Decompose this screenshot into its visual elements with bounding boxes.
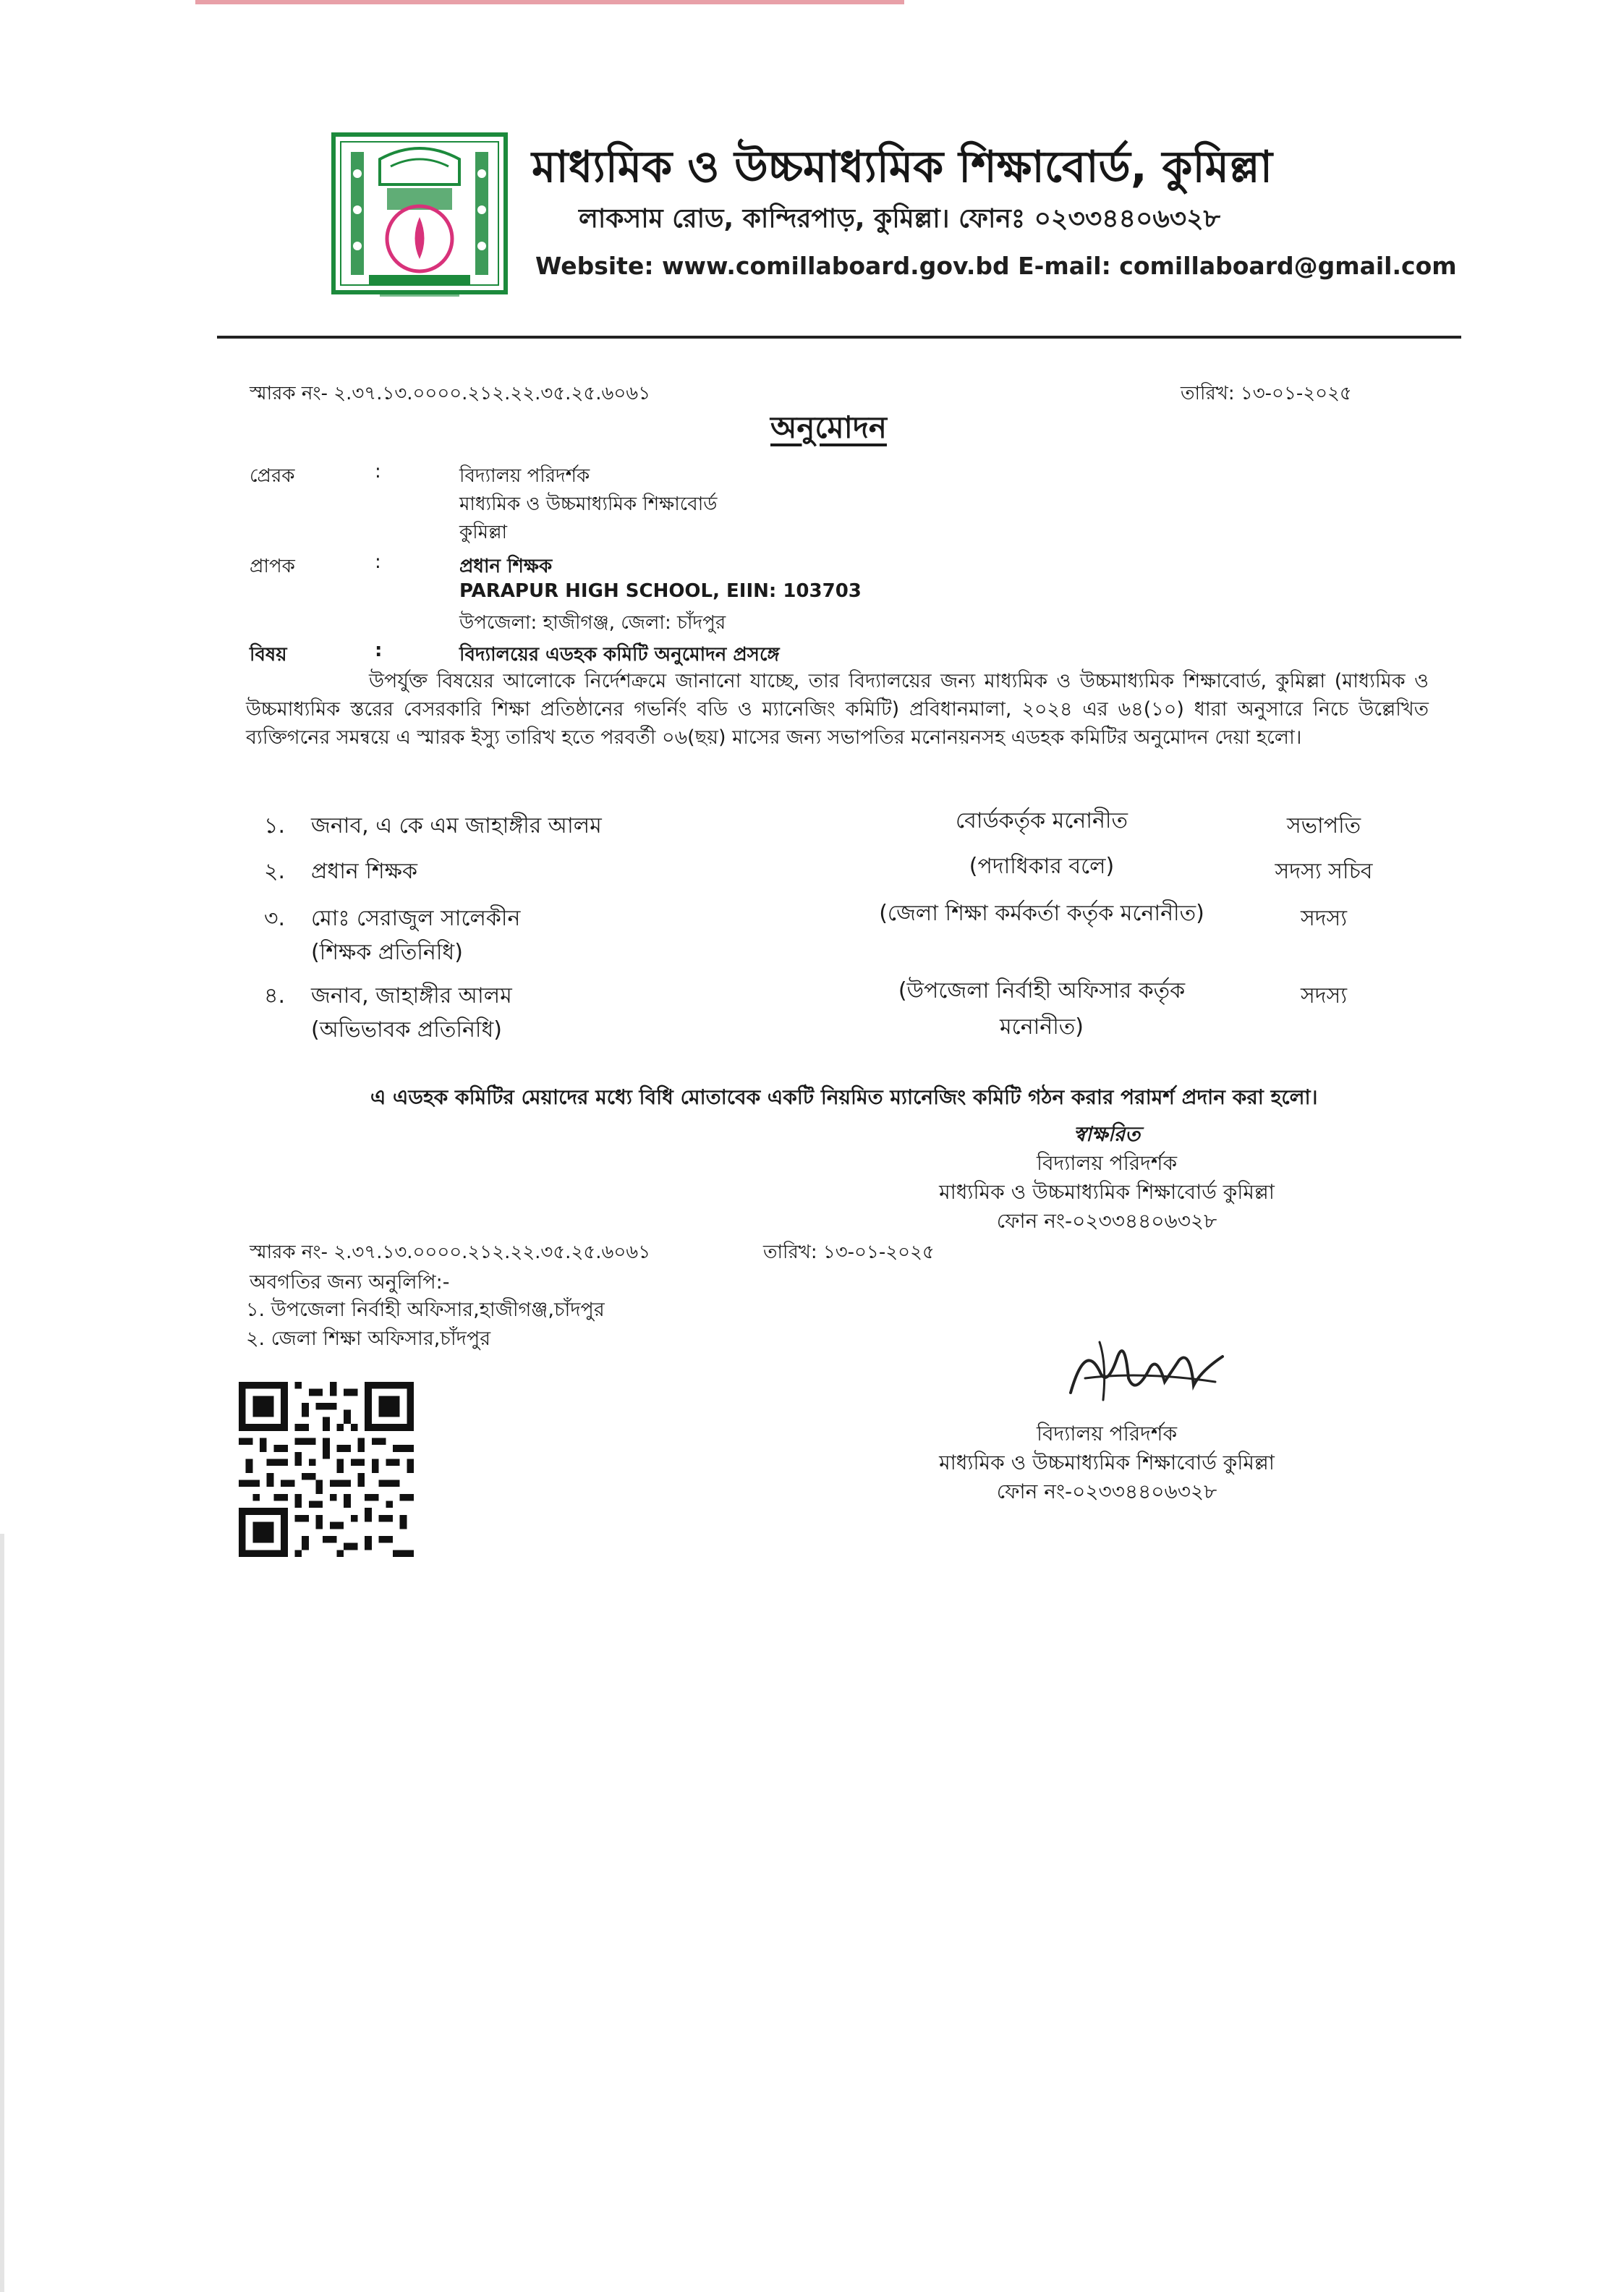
member-4-name: জনাব, জাহাঙ্গীর আলম [311, 983, 512, 1009]
document-title: অনুমোদন [770, 409, 887, 445]
sender-line-3: কুমিল্লা [459, 522, 508, 543]
copy-item-1: ১. উপজেলা নির্বাহী অফিসার,হাজীগঞ্জ,চাঁদপুর [246, 1299, 605, 1321]
receiver-colon: : [375, 551, 381, 573]
sender-label: প্রেরক [250, 465, 295, 487]
member-1-name: জনাব, এ কে এম জাহাঙ্গীর আলম [311, 813, 602, 839]
header-divider [217, 336, 1461, 339]
member-2-role: সদস্য সচিব [1275, 859, 1373, 884]
subject-text: বিদ্যালয়ের এডহক কমিটি অনুমোদন প্রসঙ্গে [459, 644, 780, 666]
sender-line-1: বিদ্যালয় পরিদর্শক [459, 465, 590, 487]
member-1-role: সভাপতি [1286, 813, 1361, 839]
member-3-representation: (শিক্ষক প্রতিনিধি) [311, 940, 463, 965]
signer-phone-bottom: ফোন নং-০২৩৩৪৪০৬৩২৮ [996, 1480, 1217, 1503]
sender-line-2: মাধ্যমিক ও উচ্চমাধ্যমিক শিক্ষাবোর্ড [459, 493, 718, 515]
subject-colon: : [375, 640, 383, 661]
board-name: মাধ্যমিক ও উচ্চমাধ্যমিক শিক্ষাবোর্ড, কুমিল্লা [532, 142, 1273, 192]
member-2-number: ২. [264, 859, 286, 884]
body-paragraph: উপর্যুক্ত বিষয়ের আলোকে নির্দেশক্রমে জানানো যাচ্ছে, তার বিদ্যালয়ের জন্য মাধ্যমিক ও উচ্চমাধ্যমিক শিক্ষাবোর্ড, কুমিল্লা (মাধ্যমিক ও উচ্চমাধ্যমিক স্তরের বেসরকারি শিক্ষা প্রতিষ্ঠানের গভর্নিং বডি ও ম্যানেজিং কমিটি) প্রবিধানমালা, ২০২৪ এর ৬৪(১০) ধারা অনুসারে নিচে উল্লেখিত ব্যক্তিগনের সমন্বয়ে এ স্মারক ইস্যু তারিখ হতে পরবর্তী ০৬(ছয়) মাসের জন্য সভাপতির মনোনয়নসহ এডহক কমিটির অনুমোদন দেয়া হলো। [246, 670, 1429, 749]
member-4-role: সদস্য [1300, 983, 1348, 1009]
member-1-nominated-by: বোর্ডকর্তৃক মনোনীত [956, 808, 1128, 833]
memo-date-copy: তারিখ: ১৩-০১-২০২৫ [763, 1242, 935, 1263]
board-website-email: Website: www.comillaboard.gov.bd E-mail: comillaboard@gmail.com [535, 252, 1457, 280]
receiver-line-1: প্রধান শিক্ষক [459, 556, 553, 577]
signer-office: মাধ্যমিক ও উচ্চমাধ্যমিক শিক্ষাবোর্ড কুমিল্লা [939, 1180, 1275, 1204]
member-4-representation: (অভিভাবক প্রতিনিধি) [311, 1017, 502, 1043]
signed-word: স্বাক্ষরিত [1073, 1122, 1141, 1146]
handwritten-signature-icon [1056, 1328, 1237, 1414]
receiver-line-2: PARAPUR HIGH SCHOOL, EIIN: 103703 [459, 580, 862, 602]
board-address: লাকসাম রোড, কান্দিরপাড়, কুমিল্লা। ফোনঃ ০২৩৩৪৪০৬৩২৮ [579, 204, 1220, 234]
signature-block-bottom [781, 1419, 1432, 1506]
copy-item-2: ২. জেলা শিক্ষা অফিসার,চাঁদপুর [246, 1328, 491, 1350]
receiver-line-3: উপজেলা: হাজীগঞ্জ, জেলা: চাঁদপুর [459, 612, 726, 634]
member-1-number: ১. [264, 813, 286, 839]
member-3-name: মোঃ সেরাজুল সালেকীন [311, 906, 521, 931]
member-3-nominated-by: (জেলা শিক্ষা কর্মকর্তা কর্তৃক মনোনীত) [879, 901, 1204, 926]
signer-designation-bottom: বিদ্যালয় পরিদর্শক [1036, 1422, 1178, 1446]
signed-block-top [781, 1120, 1432, 1236]
memo-number-copy: স্মারক নং- ২.৩৭.১৩.০০০০.২১২.২২.৩৫.২৫.৬০৬১ [250, 1242, 651, 1263]
memo-number: স্মারক নং- ২.৩৭.১৩.০০০০.২১২.২২.৩৫.২৫.৬০৬১ [250, 383, 651, 404]
signer-office-bottom: মাধ্যমিক ও উচ্চমাধ্যমিক শিক্ষাবোর্ড কুমিল্লা [939, 1451, 1275, 1474]
sender-colon: : [375, 461, 381, 483]
qr-code-icon [239, 1382, 414, 1557]
receiver-label: প্রাপক [250, 556, 295, 577]
top-edge-stripe [195, 0, 904, 4]
member-3-number: ৩. [264, 906, 286, 931]
member-3-role: সদস্য [1300, 906, 1348, 931]
subject-label: বিষয় [250, 644, 287, 666]
memo-date: তারিখ: ১৩-০১-২০২৫ [1181, 383, 1352, 404]
copy-heading: অবগতির জন্য অনুলিপি:- [250, 1271, 450, 1294]
scan-shadow [0, 1534, 4, 2292]
member-2-name: প্রধান শিক্ষক [311, 859, 417, 884]
advice-note: এ এডহক কমিটির মেয়াদের মধ্যে বিধি মোতাবেক একটি নিয়মিত ম্যানেজিং কমিটি গঠন করার পরামর্শ প্রদান করা হলো। [370, 1085, 1318, 1109]
signer-phone: ফোন নং-০২৩৩৪৪০৬৩২৮ [996, 1209, 1217, 1233]
member-4-nominated-by: (উপজেলা নির্বাহী অফিসার কর্তৃক মনোনীত) [898, 978, 1186, 1040]
member-2-nominated-by: (পদাধিকার বলে) [969, 854, 1115, 879]
member-4-number: ৪. [264, 983, 286, 1009]
board-logo-icon [329, 130, 510, 304]
signer-designation: বিদ্যালয় পরিদর্শক [1036, 1151, 1178, 1175]
